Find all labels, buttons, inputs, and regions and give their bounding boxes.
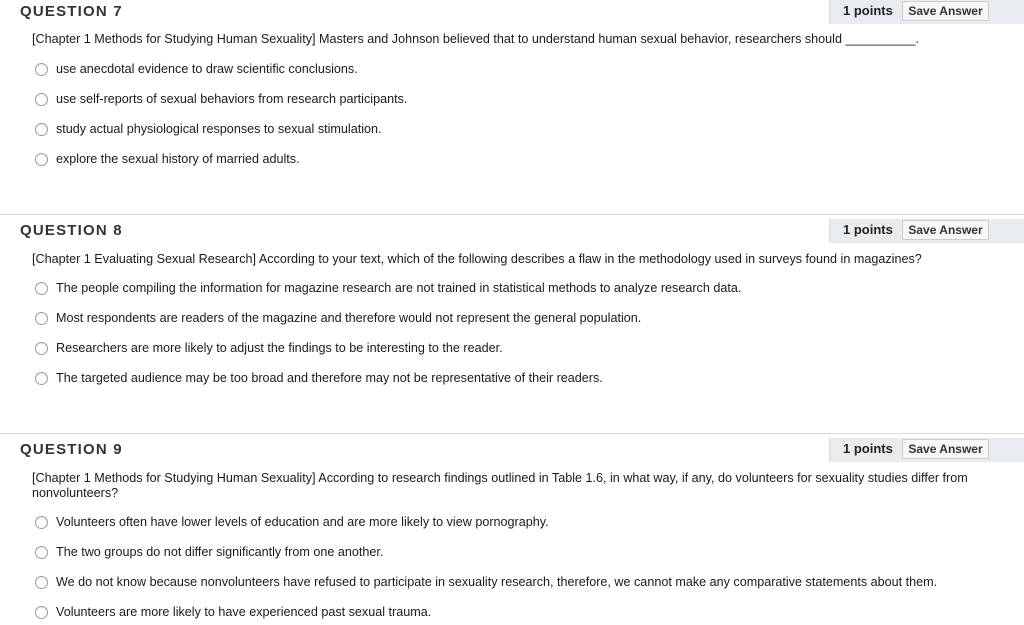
radio-button[interactable] (35, 153, 48, 166)
points-box (829, 0, 1024, 24)
radio-button[interactable] (35, 63, 48, 76)
question-header (0, 219, 1024, 243)
question-9 (0, 438, 1024, 619)
question-divider (0, 433, 1024, 434)
answer-option[interactable] (0, 604, 1000, 624)
answer-option-label: The people compiling the information for magazine research are not trained in statistical methods to analyze research data. (56, 281, 742, 295)
question-text: [Chapter 1 Methods for Studying Human Sexuality] According to research findings outlined in Table 1.6, in what way, if any, do volunteers for sexuality studies differ from nonvolunteers? (32, 471, 968, 500)
save-answer-button[interactable]: Save Answer (902, 439, 989, 459)
answer-option[interactable] (0, 61, 1000, 81)
save-answer-button[interactable]: Save Answer (902, 1, 989, 21)
answer-option-label: explore the sexual history of married adults. (56, 152, 300, 166)
points-box (829, 438, 1024, 462)
answer-option-label: The targeted audience may be too broad and therefore may not be representative of their readers. (56, 371, 603, 385)
answer-option-label: We do not know because nonvolunteers have refused to participate in sexuality research, therefore, we cannot make any comparative statements about them. (56, 575, 938, 589)
question-header (0, 438, 1024, 462)
question-divider (0, 214, 1024, 215)
question-text: [Chapter 1 Methods for Studying Human Sexuality] Masters and Johnson believed that to understand human sexual behavior, researchers should __________. (32, 32, 920, 46)
question-8 (0, 219, 1024, 385)
radio-button[interactable] (35, 516, 48, 529)
answer-option-label: The two groups do not differ significantly from one another. (56, 545, 384, 559)
answer-option[interactable] (0, 121, 1000, 141)
answer-option-label: Volunteers are more likely to have experienced past sexual trauma. (56, 605, 432, 619)
radio-button[interactable] (35, 312, 48, 325)
points-label: 1 points (843, 3, 893, 18)
answer-option-label: Most respondents are readers of the magazine and therefore would not represent the general population. (56, 311, 642, 325)
question-title: QUESTION 9 (20, 441, 123, 458)
answer-option[interactable] (0, 370, 1000, 390)
question-title: QUESTION 7 (20, 3, 123, 20)
radio-button[interactable] (35, 342, 48, 355)
answer-option-label: study actual physiological responses to sexual stimulation. (56, 122, 382, 136)
question-header (0, 0, 1024, 24)
radio-button[interactable] (35, 93, 48, 106)
question-7 (0, 0, 1024, 166)
radio-button[interactable] (35, 576, 48, 589)
answer-option[interactable] (0, 514, 1000, 534)
answer-option-label: use self-reports of sexual behaviors from research participants. (56, 92, 408, 106)
radio-button[interactable] (35, 546, 48, 559)
radio-button[interactable] (35, 282, 48, 295)
answer-option[interactable] (0, 544, 1000, 564)
points-box (829, 219, 1024, 243)
question-text: [Chapter 1 Evaluating Sexual Research] According to your text, which of the following describes a flaw in the methodology used in surveys found in magazines? (32, 252, 922, 266)
radio-button[interactable] (35, 123, 48, 136)
question-title: QUESTION 8 (20, 222, 123, 239)
answer-option[interactable] (0, 340, 1000, 360)
answer-option[interactable] (0, 574, 1000, 594)
radio-button[interactable] (35, 372, 48, 385)
answer-option[interactable] (0, 280, 1000, 300)
answer-option-label: use anecdotal evidence to draw scientific conclusions. (56, 62, 358, 76)
save-answer-button[interactable]: Save Answer (902, 220, 989, 240)
answer-option-label: Researchers are more likely to adjust the findings to be interesting to the reader. (56, 341, 503, 355)
answer-option[interactable] (0, 151, 1000, 171)
answer-option[interactable] (0, 91, 1000, 111)
points-label: 1 points (843, 222, 893, 237)
radio-button[interactable] (35, 606, 48, 619)
points-label: 1 points (843, 441, 893, 456)
answer-option-label: Volunteers often have lower levels of education and are more likely to view pornography. (56, 515, 549, 529)
answer-option[interactable] (0, 310, 1000, 330)
